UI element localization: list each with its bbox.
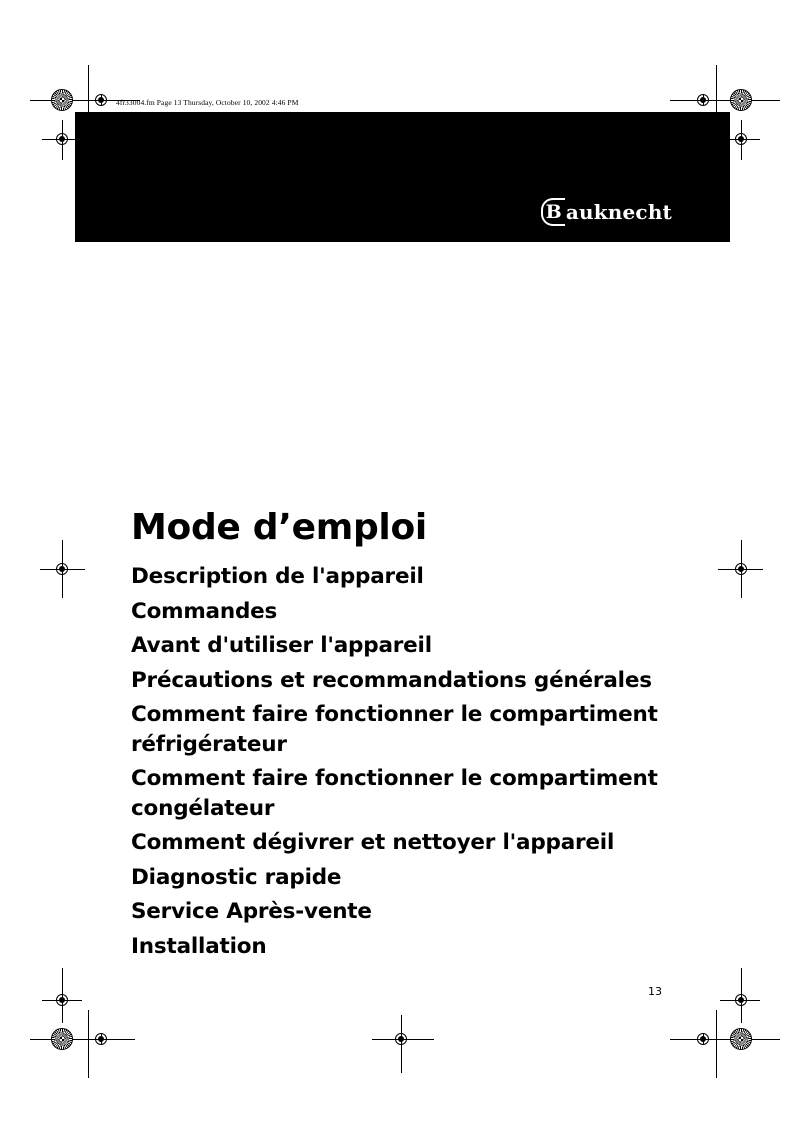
bauknecht-logo xyxy=(541,198,672,226)
toc-item: Description de l'appareil xyxy=(131,564,424,589)
registration-target-icon xyxy=(697,94,709,106)
table-of-contents xyxy=(131,562,691,966)
toc-item: Comment dégivrer et nettoyer l'appareil xyxy=(131,830,615,855)
registration-star-icon xyxy=(730,89,752,111)
registration-target-icon xyxy=(95,1033,107,1045)
logo-letter: B xyxy=(541,198,565,226)
registration-target-icon xyxy=(56,133,68,145)
toc-item: Précautions et recommandations générales xyxy=(131,667,652,693)
registration-target-icon xyxy=(735,563,747,575)
toc-item: Diagnostic rapide xyxy=(131,864,342,890)
printer-header-line: 4fr33004.fm Page 13 Thursday, October 10, 2002 4:46 PM xyxy=(116,98,299,107)
registration-target-icon xyxy=(95,94,107,106)
toc-item: Service Après-vente xyxy=(131,899,372,924)
registration-target-icon xyxy=(395,1033,407,1045)
toc-item: Comment faire fonctionner le compartiment réfrigérateur xyxy=(131,702,658,757)
page-number: 13 xyxy=(648,985,662,998)
registration-target-icon xyxy=(735,133,747,145)
toc-item: Avant d'utiliser l'appareil xyxy=(131,633,432,658)
header-banner xyxy=(75,112,730,242)
registration-target-icon xyxy=(735,994,747,1006)
registration-target-icon xyxy=(56,994,68,1006)
logo-rest: auknecht xyxy=(565,200,672,224)
document-title: Mode d’emploi xyxy=(131,507,427,548)
registration-target-icon xyxy=(697,1033,709,1045)
toc-item: Installation xyxy=(131,933,267,959)
registration-target-icon xyxy=(56,563,68,575)
toc-item: Commandes xyxy=(131,598,278,624)
registration-star-icon xyxy=(730,1028,752,1050)
registration-star-icon xyxy=(51,1028,73,1050)
toc-item: Comment faire fonctionner le compartiment congélateur xyxy=(131,766,658,821)
registration-star-icon xyxy=(51,89,73,111)
